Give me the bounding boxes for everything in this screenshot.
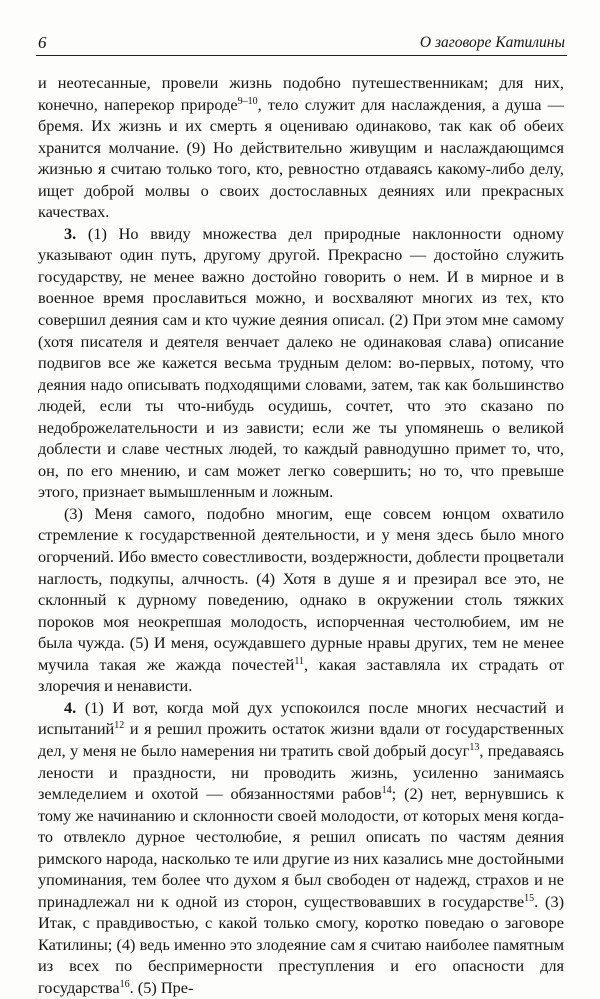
text-run: . (5) Пре- xyxy=(129,977,194,997)
section-number: 4. xyxy=(64,697,77,717)
footnote-ref: 14 xyxy=(381,785,392,797)
paragraph-section-3-part-3 xyxy=(38,503,564,697)
footnote-ref: 13 xyxy=(469,741,480,753)
text-run: , какая заставляла их страдать от злоречия и ненависти. xyxy=(38,654,564,696)
footnote-ref: 11 xyxy=(294,655,304,667)
text-run: и я решил прожить остаток жизни вдали от государственных дел, у меня не было намерения ни тратить свой добрый досуг xyxy=(38,719,564,760)
page-header xyxy=(36,33,567,56)
text-run: и неотесанные, провели жизнь подобно путешественникам; для них, конечно, наперекор природе xyxy=(38,73,564,114)
text-run: (1) Но ввиду множества дел природные наклонности одному указывают один путь, другому другой. Прекрасно — достойно служить государству, не менее важно достойно говорить о нем. И в мирное и в военное время прославиться можно, и восхваляют многих из тех, кто совершил деяния сам и кто чужие деяния описал. (2) При этом мне самому (хотя писателя и деятеля венчает далеко не одинаковая слава) описание подвигов все же кажется весьма трудным делом: во-первых, потому, что деяния надо описывать подходящими словами, затем, так как большинство людей, если ты что-нибудь осудишь, сочтет, что это сказано по недоброжелательности и из зависти; если же ты упомянешь о великой доблести и славе честных людей, то каждый равнодушно примет то, что, он, по его мнению, и сам может легко совершить; но то, что превыше этого, признает вымышленным и ложным. xyxy=(38,223,564,502)
footnote-ref: 16 xyxy=(119,978,130,990)
text-run: , тело служит для наслаждения, а душа — бремя. Их жизнь и их смерть я оцениваю одинаково, так как об обеих хранится молчание. (9) Но действительно живущим и наслаждающимся жизнью я считаю только того, кто, ревностно отдаваясь какому-либо делу, ищет доброй молвы о своих достославных деяниях или прекрасных качествах. xyxy=(38,94,564,222)
text-run: ; (2) нет, вернувшись к тому же начинанию и склонности своей молодости, от которых меня когда-то отвлекло дурное честолюбие, я решил описать по частям деяния римского народа, насколько те или другие из них казались мне достойными упоминания, тем более что духом я был свободен от надежд, страхов и не принадлежал ни к одной из сторон, существовавших в государстве xyxy=(38,784,564,911)
text-run: (3) Меня самого, подобно многим, еще совсем юнцом охватило стремление к государственной деятельности, и у меня здесь было много огорчений. Ибо вместо совестливости, воздержности, доблести процветали наглость, подкупы, алчность. (4) Хотя в душе я и презирал все это, не склонный к дурному поведению, однако в окружении столь тяжких пороков моя неокрепшая молодость, испорченная честолюбием, им не была чужда. (5) И меня, осуждавшего дурные нравы других, тем не менее мучила такая же жажда почестей xyxy=(38,503,564,674)
page-number: 6 xyxy=(38,33,47,52)
paragraph-section-3 xyxy=(38,223,564,503)
paragraph-section-4 xyxy=(38,697,564,999)
text-run: , предаваясь лености и праздности, ни проводить жизнь, усиленно занимаясь земледелием и охотой — обязанностями рабов xyxy=(38,740,564,804)
footnote-ref: 12 xyxy=(114,720,125,732)
paragraph-continuation xyxy=(38,72,564,223)
text-run: (1) И вот, когда мой дух успокоился после многих несчастий и испытаний xyxy=(38,697,564,739)
running-title: О заговоре Катилины xyxy=(419,34,565,51)
text-run: . (3) Итак, с правдивостью, с какой только смогу, коротко поведаю о заговоре Катилины; (4) ведь именно это злодеяние сам я считаю наиболее памятным из всех по беспримерности преступления и его опасности для государства xyxy=(38,891,565,997)
section-number: 3. xyxy=(64,223,77,243)
footnote-ref: 15 xyxy=(524,892,535,904)
footnote-ref: 9–10 xyxy=(237,95,258,107)
body-text xyxy=(38,72,564,999)
